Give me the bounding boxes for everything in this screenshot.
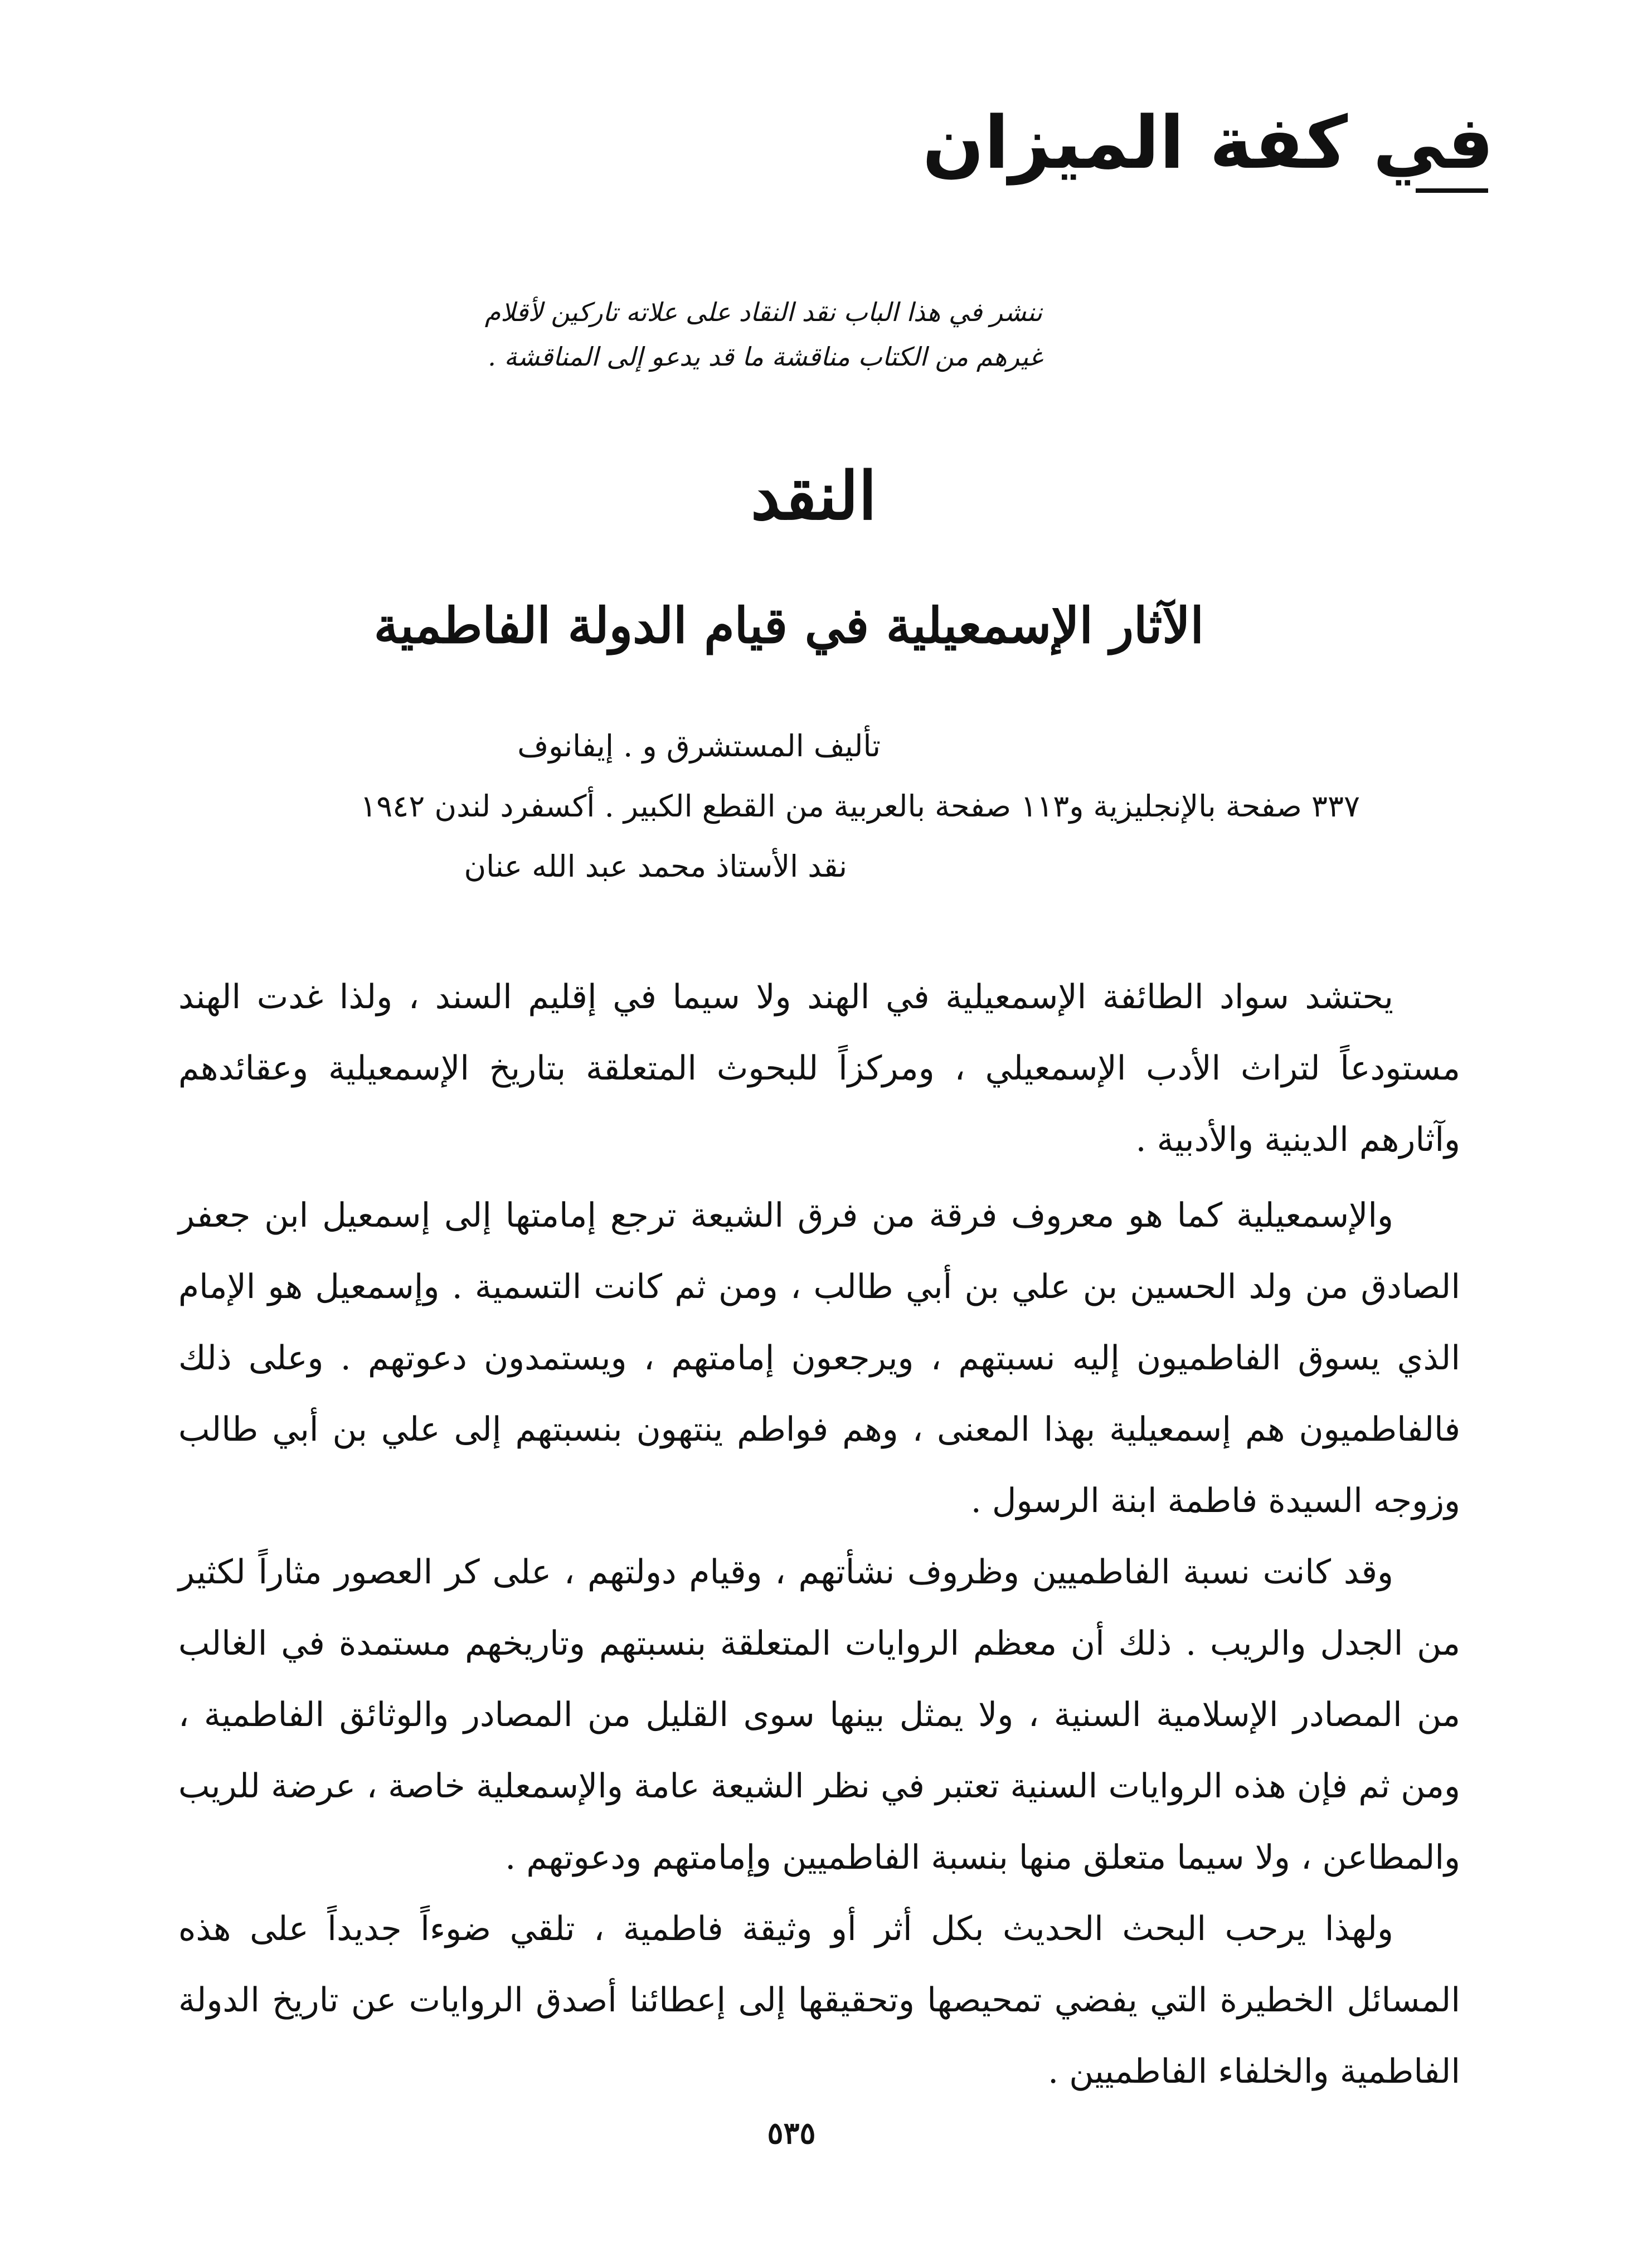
body-paragraph: وقد كانت نسبة الفاطميين وظروف نشأتهم ، وقيام دولتهم ، على كر العصور مثاراً لكثير من الجدل والريب . ذلك أن معظم الروايات المتعلقة بنسبتهم وتاريخهم مستمدة في الغالب من المصادر الإسلامية السنية ، ولا يمثل بينها سوى القليل من المصادر والوثائق الفاطمية ، ومن ثم فإن هذه الروايات السنية تعتبر في نظر الشيعة عامة والإسمعلية خاصة ، عرضة للريب والمطاعن ، ولا سيما متعلق منها بنسبة الفاطميين وإمامتهم ودعوتهم .	[178, 1553, 1460, 1877]
body-paragraph: ولهذا يرحب البحث الحديث بكل أثر أو وثيقة فاطمية ، تلقي ضوءاً جديداً على هذه المسائل الخطيرة التي يفضي تمحيصها وتحقيقها إلى إعطائنا أصدق الروايات عن تاريخ الدولة الفاطمية والخلفاء الفاطميين .	[178, 1909, 1460, 2091]
body-paragraph: يحتشد سواد الطائفة الإسمعيلية في الهند ولا سيما في إقليم السند ، ولذا غدت الهند مستودعاً لتراث الأدب الإسمعيلي ، ومركزاً للبحوث المتعلقة بتاريخ الإسمعيلية وعقائدهم وآثارهم الدينية والأدبية .	[178, 978, 1460, 1159]
review-author: نقد الأستاذ محمد عبد الله عنان	[464, 849, 847, 884]
editorial-note	[368, 290, 1042, 379]
book-metadata	[190, 716, 1455, 897]
article-body	[178, 961, 1460, 2107]
body-paragraph: والإسمعيلية كما هو معروف فرقة من فرق الشيعة ترجع إمامتها إلى إسمعيل ابن جعفر الصادق من ولد الحسين بن علي بن أبي طالب ، ومن ثم كانت التسمية . وإسمعيل هو الإمام الذي يسوق الفاطميون إليه نسبتهم ، ويرجعون إمامتهم ، ويستمدون دعوتهم . وعلى ذلك فالفاطميون هم إسمعيلية بهذا المعنى ، وهم فواطم ينتهون بنسبتهم إلى علي بن أبي طالب وزوجه السيدة فاطمة ابنة الرسول .	[178, 1196, 1460, 1520]
editorial-note-line: ننشر في هذا الباب نقد النقاد على علاته تاركين لأقلام	[484, 297, 1042, 327]
book-details: ٣٣٧ صفحة بالإنجليزية و١١٣ صفحة بالعربية من القطع الكبير . أكسفرد لندن ١٩٤٢	[360, 789, 1360, 824]
page-number: ٥٣٥	[767, 2115, 816, 2151]
title-underline-ornament	[1416, 188, 1488, 193]
section-heading: النقد	[751, 457, 877, 534]
editorial-note-line: غيرهم من الكتاب مناقشة ما قد يدعو إلى المناقشة .	[488, 342, 1042, 372]
book-title: الآثار الإسمعيلية في قيام الدولة الفاطمية	[373, 596, 1204, 654]
book-author: تأليف المستشرق و . إيفانوف	[517, 728, 881, 764]
column-title: في كفة الميزان	[922, 100, 1494, 185]
